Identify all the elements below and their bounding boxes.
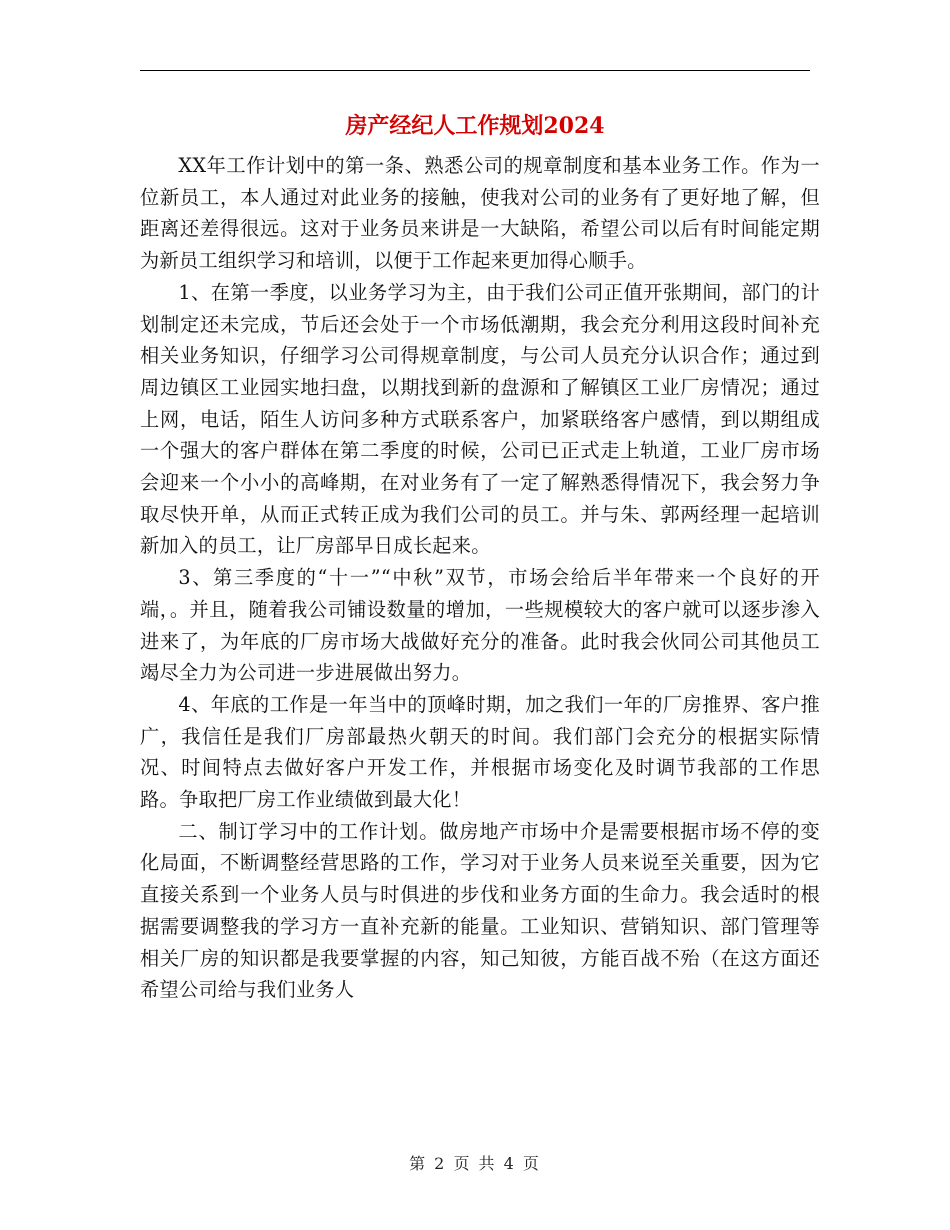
document-title: 房产经纪人工作规划2024 [345,113,605,139]
document-body [140,150,820,1006]
page-number: 第 2 页 共 4 页 [409,1154,541,1173]
header-rule [140,70,810,71]
paragraph: 3、第三季度的“十一”“中秋”双节，市场会给后半年带来一个良好的开端，。并且，随着我公司铺设数量的增加，一些规模较大的客户就可以逐步渗入进来了，为年底的厂房市场大战做好充分的准备。此时我会伙同公司其他员工竭尽全力为公司进一步进展做出努力。 [140,566,820,685]
paragraph: XX年工作计划中的第一条、熟悉公司的规章制度和基本业务工作。作为一位新员工，本人通过对此业务的接触，使我对公司的业务有了更好地了解，但距离还差得很远。这对于业务员来讲是一大缺陷，希望公司以后有时间能定期为新员工组织学习和培训，以便于工作起来更加得心顺手。 [140,154,820,273]
paragraph: 1、在第一季度，以业务学习为主，由于我们公司正值开张期间，部门的计划制定还未完成，节后还会处于一个市场低潮期，我会充分利用这段时间补充相关业务知识，仔细学习公司得规章制度，与公司人员充分认识合作；通过到周边镇区工业园实地扫盘，以期找到新的盘源和了解镇区工业厂房情况；通过上网，电话，陌生人访问多种方式联系客户，加紧联络客户感情，到以期组成一个强大的客户群体在第二季度的时候，公司已正式走上轨道，工业厂房市场会迎来一个小小的高峰期，在对业务有了一定了解熟悉得情况下，我会努力争取尽快开单，从而正式转正成为我们公司的员工。并与朱、郭两经理一起培训新加入的员工，让厂房部早日成长起来。 [140,280,820,558]
paragraph: 4、年底的工作是一年当中的顶峰时期，加之我们一年的厂房推界、客户推广，我信任是我们厂房部最热火朝天的时间。我们部门会充分的根据实际情况、时间特点去做好客户开发工作，并根据市场变化及时调节我部的工作思路。争取把厂房工作业绩做到最大化！ [140,692,820,812]
paragraph: 二、制订学习中的工作计划。做房地产市场中介是需要根据市场不停的变化局面，不断调整经营思路的工作，学习对于业务人员来说至关重要，因为它直接关系到一个业务人员与时俱进的步伐和业务方面的生命力。我会适时的根据需要调整我的学习方一直补充新的能量。工业知识、营销知识、部门管理等相关厂房的知识都是我要掌握的内容，知己知彼，方能百战不殆（在这方面还希望公司给与我们业务人 [140,819,820,1002]
